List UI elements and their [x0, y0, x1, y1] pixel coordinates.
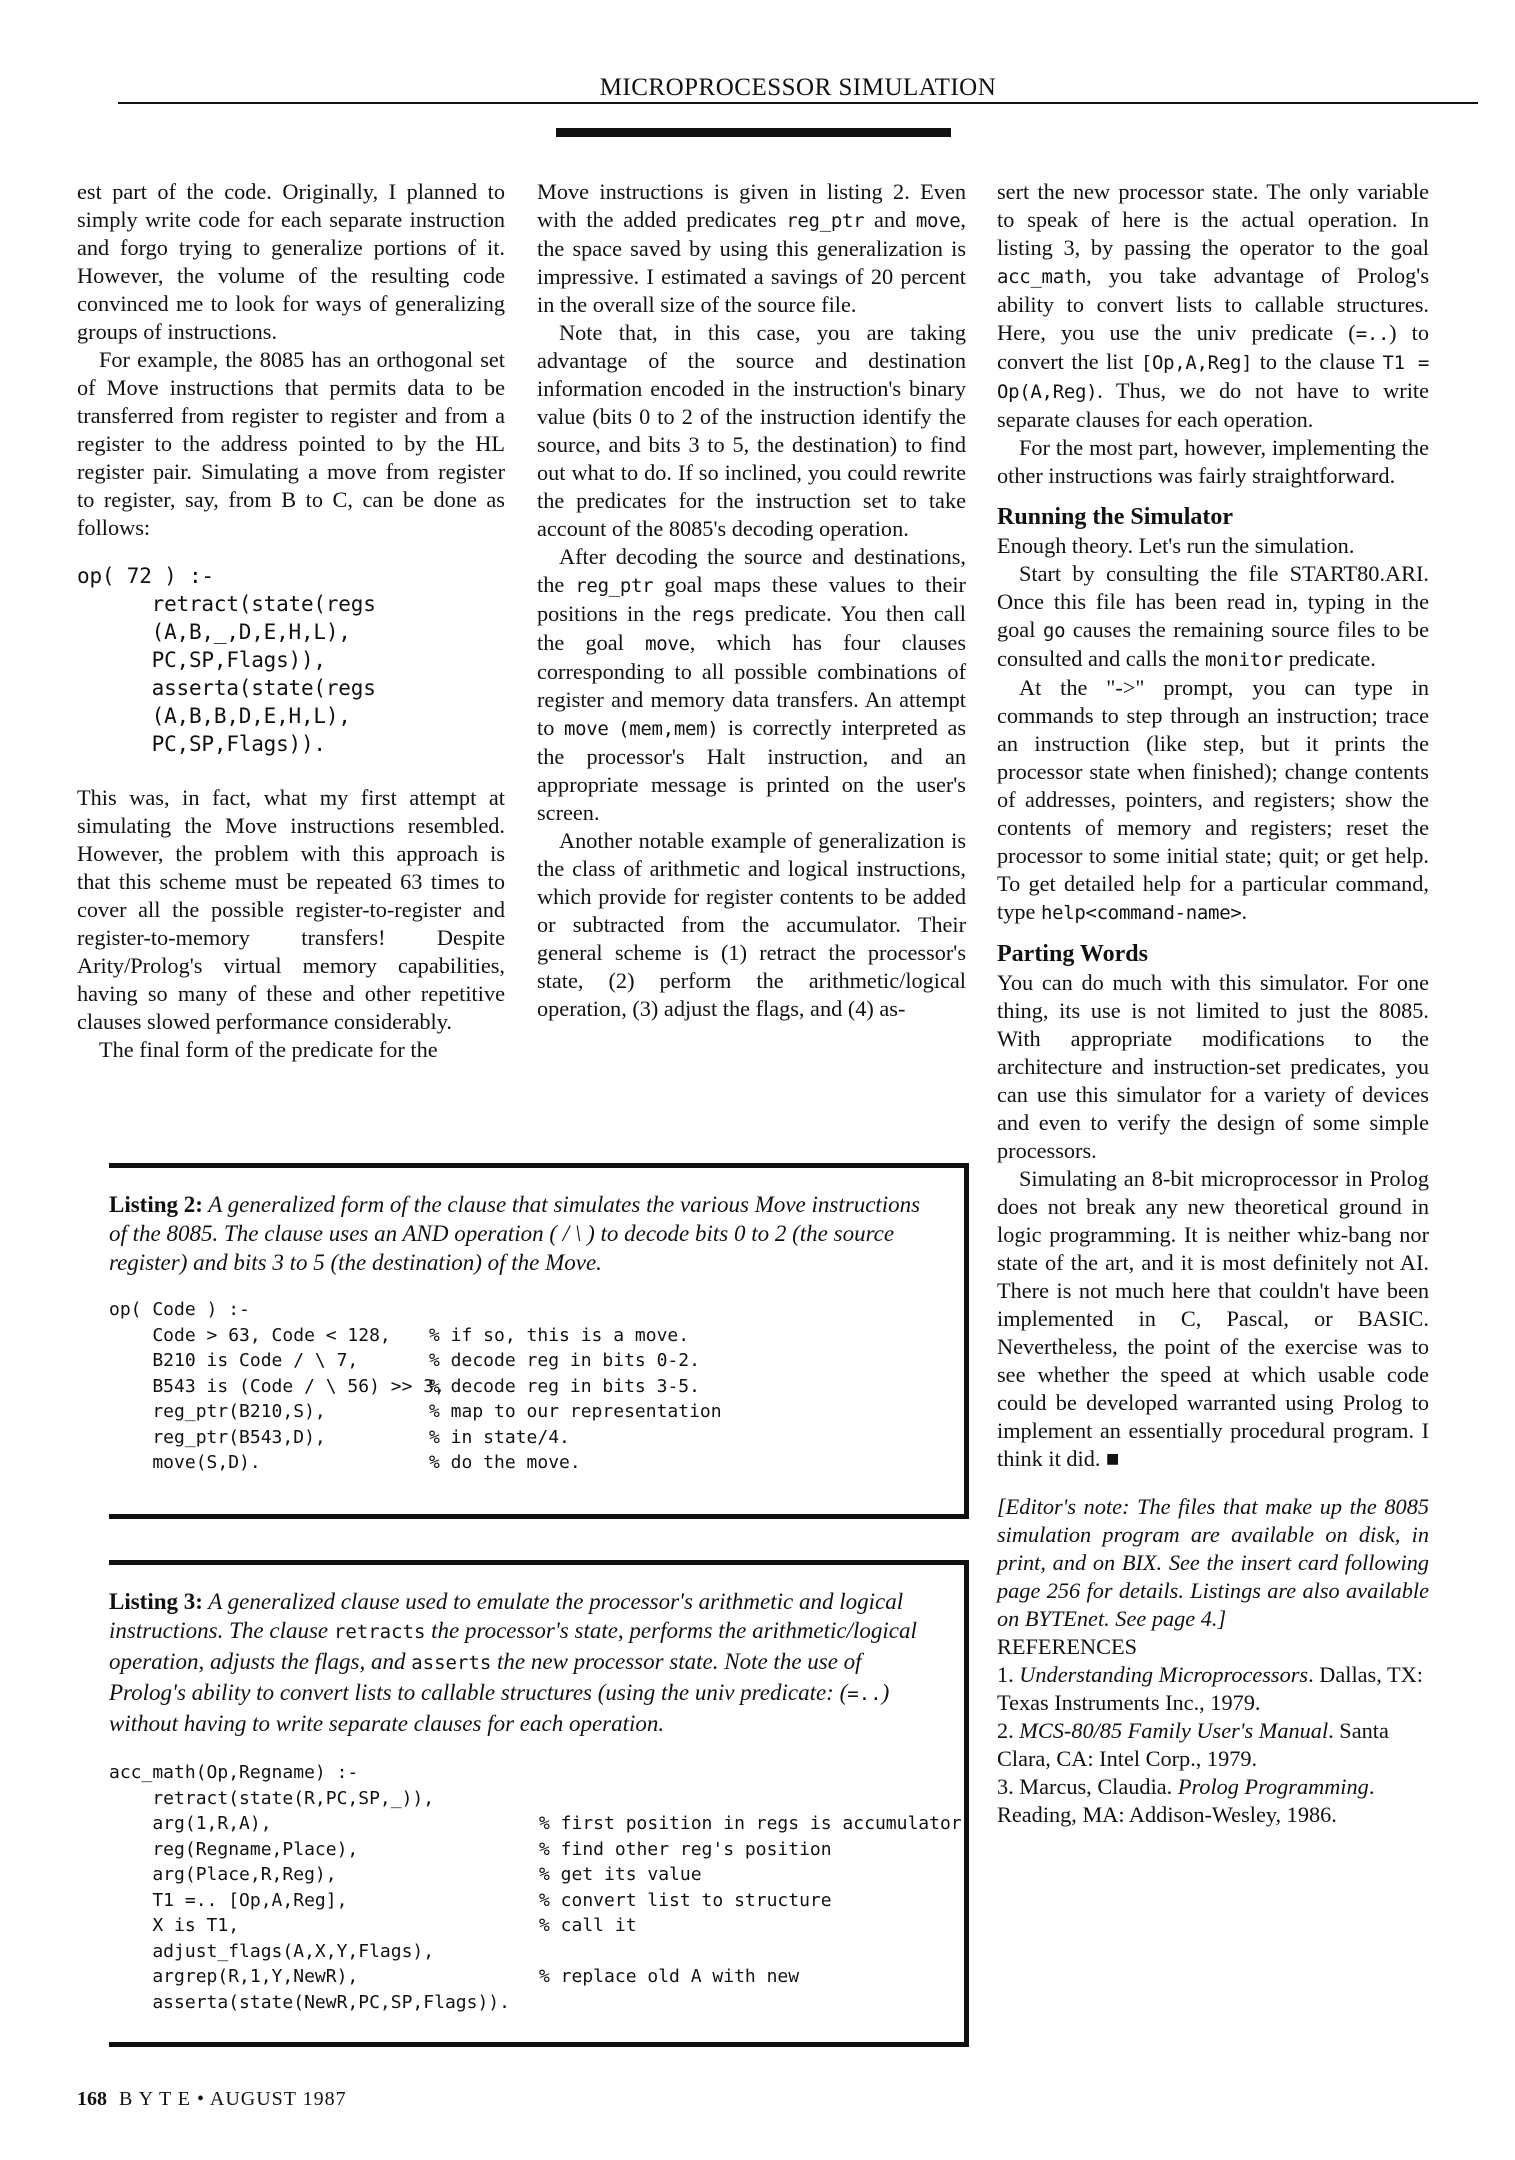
listing-2-code-text: op( Code ) :-: [109, 1299, 250, 1320]
col3-paragraph-6: You can do much with this simulator. For one thing, its use is not limited to just the 8085. With appropriate modifications to the architecture and instruction-set predicates, you can use this simulator for a variety of devices and even to verify the design of some simple processors.: [997, 970, 1429, 1163]
column-3: [997, 178, 1429, 1829]
listing-2-code: [109, 1299, 964, 1478]
listing-3-line: [109, 1941, 964, 1967]
listing-3-line: [109, 1992, 964, 2018]
col3-paragraph-5: At the "->" prompt, you can type in commands to step through an instruction; trace an instruction (like step, but it prints the processor state when finished); change contents of addresses, pointers, and registers; show the contents of memory and registers; reset the processor to some initial state; quit; or get help. To get detailed help for a particular command, type help<command-name>.: [997, 675, 1429, 924]
listing-3-code-text: reg(Regname,Place),: [109, 1838, 359, 1860]
listing-2-line: [109, 1325, 964, 1351]
col1-paragraph-4: The final form of the predicate for the: [99, 1037, 438, 1062]
listing-3-line: [109, 1813, 964, 1839]
listing-3-comment-text: % first position in regs is accumulator: [539, 1813, 962, 1834]
col2-paragraph-2: Note that, in this case, you are taking advantage of the source and destination information encoded in the instruction's binary value (bits 0 to 2 of the instruction identify the source, and bits 3 to 5, the destination) to find out what to do. If so inclined, you could rewrite the predicates for the instruction set to take account of the 8085's decoding operation.: [537, 320, 966, 541]
listing-2-comment-text: % decode reg in bits 0-2.: [429, 1350, 700, 1371]
listing-3-box: [109, 1560, 969, 2047]
listing-3-code-text: argrep(R,1,Y,NewR),: [109, 1966, 359, 1987]
listing-2-code-text: B543 is (Code / \ 56) >> 3,: [109, 1375, 445, 1397]
editors-note: [Editor's note: The files that make up the 8085 simulation program are available on disk, in print, and on BIX. See the insert card following page 256 for details. Listings are also available on BYTEnet. See page 4.]: [997, 1494, 1429, 1631]
listing-2-comment-text: % decode reg in bits 3-5.: [429, 1375, 700, 1397]
section-heading-parting: Parting Words: [997, 941, 1148, 967]
header-title: MICROPROCESSOR SIMULATION: [599, 74, 997, 101]
col1-paragraph-2: For example, the 8085 has an orthogonal set of Move instructions that permits data to be transferred from register to register and from a register to the address pointed to by the HL register pair. Simulating a move from register to register, say, from B to C, can be done as follows:: [77, 347, 505, 540]
listing-3-line: [109, 1890, 964, 1916]
col3-paragraph-3: Enough theory. Let's run the simulation.: [997, 533, 1355, 558]
listing-3-comment-text: % get its value: [539, 1864, 702, 1885]
listing-3-comment-text: % call it: [539, 1915, 637, 1936]
listing-2-line: [109, 1299, 964, 1325]
col1-code-example: op( 72 ) :- retract(state(regs (A,B,_,D,E,H,L), PC,SP,Flags)), asserta(state(regs (A,B,B,D,E,H,L), PC,SP,Flags)).: [77, 564, 376, 756]
listing-3-code-text: arg(Place,R,Reg),: [109, 1864, 337, 1885]
listing-3-line: [109, 1762, 964, 1788]
col2-paragraph-4: Another notable example of generalization is the class of arithmetic and logical instructions, which provide for register contents to be added or subtracted from the accumulator. Their general scheme is (1) retract the processor's state, (2) perform the arithmetic/logical operation, (3) adjust the flags, and (4) as-: [537, 828, 966, 1021]
listing-3-code-text: adjust_flags(A,X,Y,Flags),: [109, 1940, 435, 1962]
listing-2-comment-text: % map to our representation: [429, 1401, 722, 1422]
listing-2-line: [109, 1452, 964, 1478]
reference-item: 2. MCS-80/85 Family User's Manual. Santa Clara, CA: Intel Corp., 1979.: [997, 1718, 1389, 1771]
references-heading: REFERENCES: [997, 1634, 1137, 1659]
col2-paragraph-3: After decoding the source and destinations, the reg_ptr goal maps these values to their positions in the regs predicate. You then call the goal move, which has four clauses corresponding to all possible combinations of register and memory data transfers. An attempt to move (mem,mem) is correctly interpreted as the processor's Halt instruction, and an appropriate message is printed on the user's screen.: [537, 544, 967, 825]
col3-paragraph-4: Start by consulting the file START80.ARI. Once this file has been read in, typing in the goal go causes the remaining source files to be consulted and calls the monitor predicate.: [997, 561, 1429, 671]
col3-paragraph-1: sert the new processor state. The only variable to speak of here is the actual operation. In listing 3, by passing the operator to the goal acc_math, you take advantage of Prolog's ability to convert lists to callable structures. Here, you use the univ predicate (=..) to convert the list [Op,A,Reg] to the clause T1 = Op(A,Reg). Thus, we do not have to write separate clauses for each operation.: [997, 179, 1429, 432]
column-1: [77, 178, 505, 1064]
listing-3-caption: Listing 3: A generalized clause used to emulate the processor's arithmetic and logical instructions. The clause retracts the processor's state, performs the arithmetic/logical operation, adjusts the flags, and asserts the new processor state. Note the use of Prolog's ability to convert lists to callable structures (using the univ predicate: (=..) without having to write separate clauses for each operation.: [109, 1589, 917, 1736]
listing-3-line: [109, 1864, 964, 1890]
page-number: 168: [77, 2088, 107, 2110]
section-heading-running: Running the Simulator: [997, 504, 1234, 530]
col2-paragraph-1: Move instructions is given in listing 2. Even with the added predicates reg_ptr and move, the space saved by using this generalization is impressive. I estimated a savings of 20 percent in the overall size of the source file.: [537, 179, 966, 317]
listing-2-code-text: reg_ptr(B543,D),: [109, 1426, 326, 1448]
listing-3-line: [109, 1966, 964, 1992]
listing-2-comment-text: % do the move.: [429, 1452, 581, 1473]
listing-3-code-text: X is T1,: [109, 1915, 240, 1936]
listing-3-comment-text: % convert list to structure: [539, 1889, 832, 1911]
listing-2-line: [109, 1376, 964, 1402]
listing-3-code-text: T1 =.. [Op,A,Reg],: [109, 1889, 348, 1911]
listing-3-comment-text: % find other reg's position: [539, 1838, 832, 1860]
listing-3-code-text: arg(1,R,A),: [109, 1813, 272, 1834]
listing-3-comment-text: % replace old A with new: [539, 1966, 800, 1987]
listing-2-code-text: move(S,D).: [109, 1452, 261, 1473]
reference-item: 1. Understanding Microprocessors. Dallas, TX: Texas Instruments Inc., 1979.: [997, 1662, 1423, 1715]
listing-3-code-text: asserta(state(NewR,PC,SP,Flags)).: [109, 1991, 510, 2013]
column-2: [537, 178, 966, 1023]
col1-paragraph-3: This was, in fact, what my first attempt at simulating the Move instructions resembled. However, the problem with this approach is that this scheme must be repeated 63 times to cover all the possible register-to-register and register-to-memory transfers! Despite Arity/Prolog's virtual memory capabilities, having so many of these and other repetitive clauses slowed performance considerably.: [77, 785, 505, 1034]
header-rule-bar: [556, 128, 951, 137]
listing-2-comment-text: % in state/4.: [429, 1426, 570, 1448]
listing-3-line: [109, 1788, 964, 1814]
listing-3-code-text: acc_math(Op,Regname) :-: [109, 1762, 359, 1783]
col3-paragraph-2: For the most part, however, implementing the other instructions was fairly straightforward.: [997, 435, 1429, 488]
listing-2-code-text: reg_ptr(B210,S),: [109, 1401, 326, 1422]
listing-3-code: [109, 1762, 964, 2017]
listing-3-line: [109, 1915, 964, 1941]
publication-line: B Y T E • AUGUST 1987: [119, 2088, 347, 2110]
listing-2-line: [109, 1350, 964, 1376]
reference-item: 3. Marcus, Claudia. Prolog Programming. Reading, MA: Addison-Wesley, 1986.: [997, 1774, 1375, 1827]
listing-3-code-text: retract(state(R,PC,SP,_)),: [109, 1787, 435, 1809]
listing-3-line: [109, 1839, 964, 1865]
col1-paragraph-1: est part of the code. Originally, I planned to simply write code for each separate instruction and forgo trying to generalize portions of it. However, the volume of the resulting code convinced me to look for ways of generalizing groups of instructions.: [77, 179, 505, 344]
col3-paragraph-7: Simulating an 8-bit microprocessor in Prolog does not break any new theoretical ground in logic programming. It is neither whiz-bang nor state of the art, and it is most definitely not AI. There is not much here that couldn't have been implemented in C, Pascal, or BASIC. Nevertheless, the point of the exercise was to see whether the speed at which usable code could be developed warranted using Prolog to implement an essentially procedural program. I think it did. ■: [997, 1166, 1429, 1471]
references-list: [997, 1661, 1429, 1829]
listing-2-code-text: B210 is Code / \ 7,: [109, 1350, 359, 1371]
listing-2-comment-text: % if so, this is a move.: [429, 1324, 690, 1346]
listing-2-code-text: Code > 63, Code < 128,: [109, 1324, 391, 1346]
listing-2-line: [109, 1427, 964, 1453]
listing-2-line: [109, 1401, 964, 1427]
listing-2-box: [109, 1163, 969, 1519]
listing-2-caption: Listing 2: A generalized form of the clause that simulates the various Move instructions of the 8085. The clause uses an AND operation ( / \ ) to decode bits 0 to 2 (the source register) and bits 3 to 5 (the destination) of the Move.: [109, 1192, 921, 1275]
running-header: [118, 74, 1478, 104]
page-footer: [77, 2088, 347, 2111]
